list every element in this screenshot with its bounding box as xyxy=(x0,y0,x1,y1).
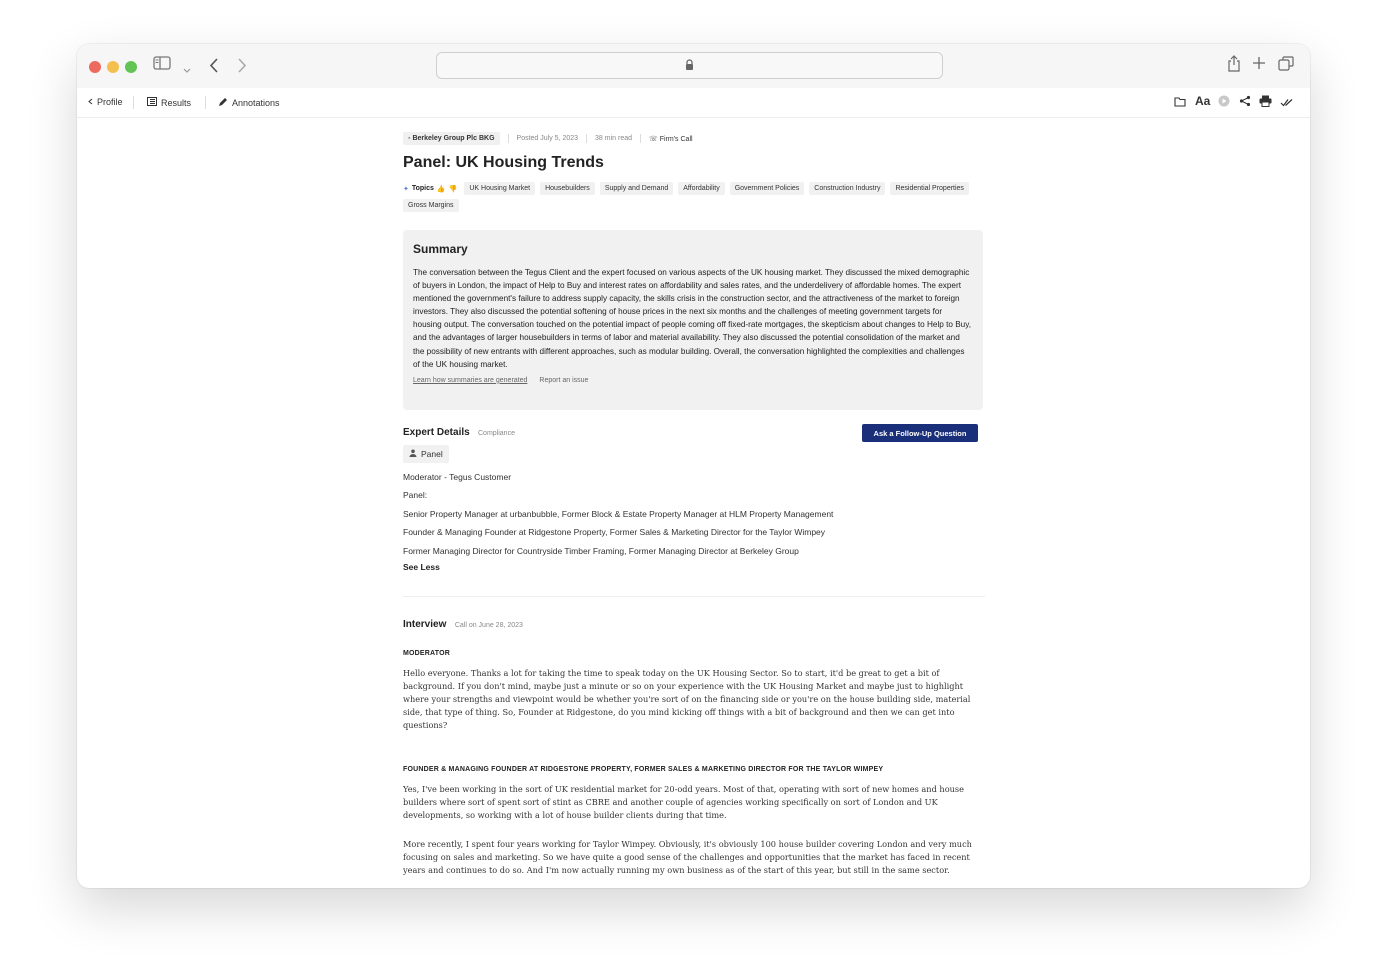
interview-date: Call on June 28, 2023 xyxy=(454,622,523,629)
thumbs-down-icon[interactable]: 👎 xyxy=(448,185,458,193)
topics-label: Topics xyxy=(411,185,434,192)
transcript-paragraph: More recently, I spent four years working for Taylor Wimpey. Obviously, it's obviously 100 house builder covering London and very much focusing on sales and marketing. So we have quite a good sense of the challenges and opportunities that the market has faced in recent years and continues to do so. And I'm now actually running my own business as of the start of this year, but still in the same sector. xyxy=(403,839,972,876)
close-window-button[interactable] xyxy=(89,61,101,73)
topic-chip[interactable]: Housebuilders xyxy=(540,182,595,195)
font-size-button[interactable]: Aa xyxy=(1195,94,1211,108)
topics-section xyxy=(403,182,985,212)
speaker-label: FOUNDER & MANAGING FOUNDER AT RIDGESTONE PROPERTY, FORMER SALES & MARKETING DIRECTOR FOR THE TAYLOR WIMPEY xyxy=(403,766,884,773)
print-icon[interactable] xyxy=(1259,95,1272,110)
summary-heading: Summary xyxy=(413,242,468,256)
expert-line: Former Managing Director for Countryside Timber Framing, Former Managing Director at Berkeley Group xyxy=(403,545,799,556)
divider xyxy=(403,596,985,597)
compliance-link[interactable]: Compliance xyxy=(478,430,515,437)
transcript-paragraph: Hello everyone. Thanks a lot for taking the time to speak today on the UK Housing Sector. So to start, it'd be great to get a bit of background. If you don't mind, maybe just a minute or so on your experience with the UK Housing Market and maybe just to highlight where your strengths and viewpoint would be whether you're sort of on the financing side or you're on the house building side, material side, that type of thing. So, Founder at Ridgestone, do you mind kicking off things with a bit of background and then we can get into questions? xyxy=(403,668,971,731)
expert-line: Senior Property Manager at urbanbubble, Former Block & Estate Property Manager at HLM Property Management xyxy=(403,508,834,519)
share-link-icon[interactable] xyxy=(1239,95,1251,110)
forward-icon[interactable] xyxy=(237,58,247,79)
new-tab-icon[interactable] xyxy=(1252,56,1266,76)
nav-results[interactable] xyxy=(147,97,191,108)
folder-icon[interactable] xyxy=(1174,96,1186,110)
panel-chip xyxy=(403,445,449,463)
document-content xyxy=(403,118,985,888)
summary-card xyxy=(403,230,983,410)
nav-profile-label: Profile xyxy=(97,97,123,107)
topic-chip[interactable]: Affordability xyxy=(678,182,724,195)
back-icon[interactable] xyxy=(209,58,219,79)
topic-chip[interactable]: Gross Margins xyxy=(403,199,459,212)
ask-follow-up-button[interactable]: Ask a Follow-Up Question xyxy=(862,424,978,442)
interview-header xyxy=(403,614,523,632)
expert-list xyxy=(403,472,833,564)
page-title: Panel: UK Housing Trends xyxy=(403,154,604,171)
expert-details-header xyxy=(403,423,978,443)
share-icon[interactable] xyxy=(1227,55,1241,78)
nav-annotations-label: Annotations xyxy=(232,98,280,108)
nav-results-label: Results xyxy=(161,97,192,108)
sidebar-toggle-icon[interactable] xyxy=(153,56,171,76)
person-icon xyxy=(409,449,417,459)
chevron-down-icon[interactable] xyxy=(183,60,191,80)
play-audio-icon[interactable] xyxy=(1218,95,1230,110)
browser-window xyxy=(77,44,1310,888)
topic-chip[interactable]: Supply and Demand xyxy=(600,182,673,195)
expert-line: Founder & Managing Founder at Ridgestone Property, Former Sales & Marketing Director for the Taylor Wimpey xyxy=(403,527,826,538)
expert-details-heading: Expert Details xyxy=(403,427,470,438)
call-type-label: Firm's Call xyxy=(659,135,693,143)
building-icon: ▪ xyxy=(408,135,411,142)
see-less-button[interactable]: See Less xyxy=(403,562,440,572)
chevron-left-icon xyxy=(88,97,93,107)
nav-annotations[interactable] xyxy=(218,97,280,109)
report-issue-link[interactable]: Report an issue xyxy=(539,376,589,384)
call-type xyxy=(649,135,693,143)
title-bar xyxy=(77,44,1310,88)
mark-read-icon[interactable] xyxy=(1280,96,1294,110)
speaker-label: MODERATOR xyxy=(403,650,451,657)
company-label: Berkeley Group Plc BKG xyxy=(412,135,495,142)
thumbs-up-icon[interactable]: 👍 xyxy=(436,185,446,193)
topics-header xyxy=(403,185,457,193)
transcript-paragraph: Yes, I've been working in the sort of UK residential market for 20-odd years. Most of that, operating with sort of new homes and house builders where sort of spent sort of stint as CBRE and another couple of agencies working specifically on sort of London and UK developments, so working with a lot of house builder clients during that time. xyxy=(403,784,964,821)
company-chip[interactable] xyxy=(403,132,500,145)
phone-icon: ☏ xyxy=(649,135,658,143)
topic-chip[interactable]: Residential Properties xyxy=(890,182,968,195)
posted-date: Posted July 5, 2023 xyxy=(516,135,579,142)
nav-profile[interactable] xyxy=(88,97,123,107)
interview-heading: Interview xyxy=(403,619,447,630)
topic-chip[interactable]: Government Policies xyxy=(730,182,805,195)
expert-line: Panel: xyxy=(403,490,428,501)
results-list-icon xyxy=(147,97,157,108)
panel-label: Panel xyxy=(421,449,443,459)
tab-overview-icon[interactable] xyxy=(1278,56,1294,77)
address-bar[interactable] xyxy=(436,52,943,79)
topic-chip[interactable]: Construction Industry xyxy=(809,182,885,195)
sparkle-icon: ✦ xyxy=(403,185,409,193)
zoom-window-button[interactable] xyxy=(125,61,137,73)
expert-line: Moderator - Tegus Customer xyxy=(403,472,512,482)
document-meta xyxy=(403,132,693,145)
learn-summaries-link[interactable]: Learn how summaries are generated xyxy=(413,376,528,384)
lock-icon xyxy=(685,58,694,76)
read-time: 38 min read xyxy=(595,135,632,142)
document-toolbar xyxy=(77,88,1310,118)
summary-text: The conversation between the Tegus Client and the expert focused on various aspects of the UK housing market. They discussed the mixed demographic of buyers in London, the impact of Help to Buy and interest rates on affordability and sales rates, and the underdelivery of affordable homes. The expert mentioned the government's failure to address supply capacity, the skills crisis in the construction sector, and the attractiveness of the market to foreign investors. They also discussed the potential softening of house prices in the next six months and the challenges of meeting government targets for housing output. The conversation touched on the potential impact of people coming off fixed-rate mortgages, the skepticism about changes to Help to Buy, and the advantages of larger housebuilders in terms of labor and material availability. They also discussed the potential consolidation of the market and the possibility of new entrants with different approaches, such as modular building. Overall, the conversation highlighted the complexities and challenges of the UK housing market. xyxy=(413,268,971,369)
pencil-icon xyxy=(218,97,228,109)
minimize-window-button[interactable] xyxy=(107,61,119,73)
topic-chip[interactable]: UK Housing Market xyxy=(464,182,535,195)
